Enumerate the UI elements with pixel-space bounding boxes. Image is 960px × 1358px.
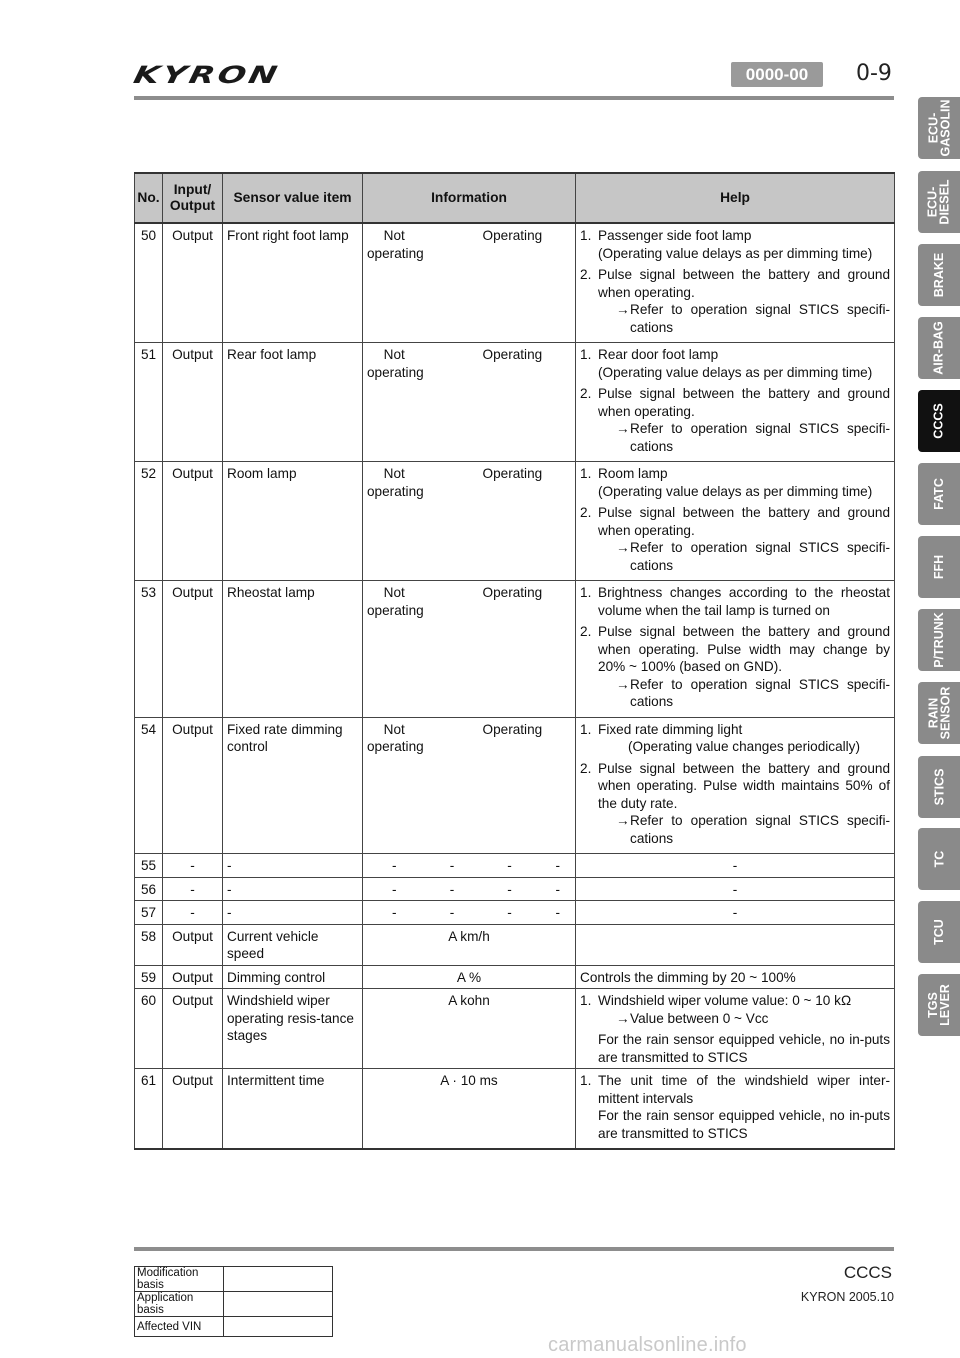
help-list	[580, 227, 890, 336]
help-list	[580, 584, 890, 711]
cell-io: Output	[163, 1069, 223, 1150]
cell-item: Rear foot lamp	[223, 343, 363, 462]
help-item-text: Rear door foot lamp	[598, 347, 719, 362]
cell-c: Operating	[479, 462, 541, 581]
cell-item: -	[223, 901, 363, 925]
cell-a: Not operating	[363, 581, 426, 718]
help-item-number: 2.	[580, 624, 592, 639]
cell-no: 57	[135, 901, 163, 925]
table-row	[135, 989, 895, 1069]
help-item-subtext: (Operating value delays as per dimming time)	[598, 483, 873, 499]
side-tab-ecu-diesel[interactable]	[918, 171, 960, 233]
cell-info: A · 10 ms	[363, 1069, 576, 1150]
help-item-subtext: (Operating value delays as per dimming time)	[598, 245, 873, 261]
help-item-text: The unit time of the windshield wiper inter-mittent intervals	[598, 1073, 891, 1106]
header-rule	[134, 96, 894, 100]
cell-no: 53	[135, 581, 163, 718]
table-row	[135, 462, 895, 581]
header-io: Input/ Output	[163, 173, 223, 223]
cell-c: Operating	[479, 717, 541, 854]
help-arrow-text: Refer to operation signal STICS specifi-cations	[630, 302, 891, 335]
cell-b: -	[426, 877, 479, 901]
table-row	[135, 854, 895, 878]
brand-logo: KYRON	[131, 60, 283, 89]
help-item-text: Windshield wiper volume value: 0 ~ 10 kΩ	[598, 993, 852, 1008]
cell-help	[576, 462, 895, 581]
revision-value	[224, 1317, 333, 1337]
revision-table	[134, 1266, 333, 1337]
revision-label: Affected VIN	[135, 1317, 224, 1337]
cell-a: Not operating	[363, 223, 426, 343]
cell-item: Fixed rate dimming control	[223, 717, 363, 854]
help-item	[580, 584, 890, 619]
revision-value	[224, 1292, 333, 1317]
side-tab-ffh[interactable]	[918, 536, 960, 598]
cell-c: Operating	[479, 581, 541, 718]
help-arrow-note	[612, 1010, 890, 1028]
side-tab-ecu-gasolin[interactable]	[918, 97, 960, 159]
revision-row	[135, 1317, 333, 1337]
side-tab-label: ECU- DIESEL	[926, 179, 952, 225]
cell-item: -	[223, 854, 363, 878]
help-arrow-note	[612, 539, 890, 574]
cell-b	[426, 462, 479, 581]
help-item-number: 1.	[580, 347, 592, 362]
cell-item: Room lamp	[223, 462, 363, 581]
help-list	[580, 1072, 890, 1142]
cell-info: A %	[363, 965, 576, 989]
help-arrow-text: Refer to operation signal STICS specifi-cations	[630, 540, 891, 573]
header-info: Information	[363, 173, 576, 223]
side-tab-label: FATC	[932, 478, 946, 510]
help-item-number: 1.	[580, 721, 592, 737]
cell-d	[541, 717, 576, 854]
side-tab-p-trunk[interactable]	[918, 609, 960, 671]
cell-help	[576, 581, 895, 718]
side-tab-label: STICS	[932, 768, 946, 806]
watermark: carmanualsonline.info	[548, 1334, 747, 1356]
cell-help	[576, 343, 895, 462]
cell-d	[541, 581, 576, 718]
cell-io: -	[163, 877, 223, 901]
table-header-row	[135, 173, 895, 223]
help-list	[580, 721, 890, 848]
help-item	[580, 992, 890, 1027]
cell-no: 60	[135, 989, 163, 1069]
right-arrow-icon: →	[616, 540, 630, 555]
cell-help: -	[576, 901, 895, 925]
cell-io: -	[163, 854, 223, 878]
table-row	[135, 965, 895, 989]
cell-d	[541, 462, 576, 581]
side-tab-tgs-lever[interactable]	[918, 974, 960, 1036]
table-row	[135, 717, 895, 854]
side-tab-label: AIR-BAG	[932, 321, 946, 375]
help-item-text: Passenger side foot lamp	[598, 228, 752, 243]
help-item-text: Pulse signal between the battery and ground when operating.	[598, 267, 891, 300]
cell-d: -	[541, 854, 576, 878]
cell-no: 50	[135, 223, 163, 343]
help-item	[580, 504, 890, 574]
cell-io: Output	[163, 343, 223, 462]
help-arrow-note	[612, 301, 890, 336]
right-arrow-icon: →	[616, 676, 630, 692]
side-tab-cccs[interactable]	[918, 390, 960, 452]
side-tab-tcu[interactable]	[918, 901, 960, 963]
cell-c: Operating	[479, 223, 541, 343]
help-arrow-note	[612, 812, 890, 847]
table-row	[135, 924, 895, 965]
side-tab-label: TGS LEVER	[926, 984, 952, 1026]
right-arrow-icon: →	[616, 302, 630, 317]
table-row	[135, 1069, 895, 1150]
cell-help: -	[576, 877, 895, 901]
cell-c: -	[479, 854, 541, 878]
help-item-subtext: (Operating value changes periodically)	[628, 739, 860, 754]
cell-item: Rheostat lamp	[223, 581, 363, 718]
revision-row	[135, 1267, 333, 1292]
cell-b	[426, 581, 479, 718]
cell-no: 55	[135, 854, 163, 878]
footer-section-name: CCCS	[843, 1263, 892, 1282]
cell-no: 59	[135, 965, 163, 989]
cell-a: Not operating	[363, 717, 426, 854]
help-item-number: 2.	[580, 267, 592, 282]
cell-help	[576, 924, 895, 965]
right-arrow-icon: →	[616, 1010, 630, 1026]
right-arrow-icon: →	[616, 421, 630, 436]
side-tab-label: TC	[931, 850, 946, 868]
cell-io: Output	[163, 223, 223, 343]
footer-model-date: KYRON 2005.10	[800, 1290, 894, 1304]
cell-b	[426, 717, 479, 854]
side-tab-stics[interactable]	[918, 756, 960, 818]
help-list	[580, 346, 890, 455]
side-tab-label: TCU	[931, 919, 946, 945]
cell-help	[576, 717, 895, 854]
cell-a: Not operating	[363, 462, 426, 581]
cell-c: -	[479, 901, 541, 925]
revision-label: Modification basis	[135, 1267, 224, 1292]
help-item-number: 1.	[580, 1073, 592, 1088]
help-arrow-text: Refer to operation signal STICS specifi-cations	[630, 813, 891, 846]
sensor-value-table	[134, 172, 895, 1150]
cell-help: -	[576, 854, 895, 878]
footer-rule	[134, 1247, 894, 1251]
table-row	[135, 223, 895, 343]
header-item: Sensor value item	[223, 173, 363, 223]
cell-a: Not operating	[363, 343, 426, 462]
right-arrow-icon: →	[616, 813, 630, 828]
cell-d: -	[541, 877, 576, 901]
cell-help: Controls the dimming by 20 ~ 100%	[576, 965, 895, 989]
cell-a: -	[363, 901, 426, 925]
help-arrow-note	[612, 420, 890, 455]
help-item-number: 2.	[580, 760, 592, 776]
cell-item: Intermittent time	[223, 1069, 363, 1150]
help-item-text: Room lamp	[598, 466, 668, 481]
help-item-text: Fixed rate dimming light	[598, 721, 743, 737]
cell-help	[576, 989, 895, 1069]
cell-c: Operating	[479, 343, 541, 462]
help-arrow-text: Refer to operation signal STICS specifi-cations	[630, 421, 891, 454]
cell-a: -	[363, 854, 426, 878]
side-tab-label: CCCS	[931, 403, 946, 439]
help-item-number: 2.	[580, 386, 592, 401]
cell-io: Output	[163, 989, 223, 1069]
help-list	[580, 465, 890, 574]
cell-info: A kohn	[363, 989, 576, 1069]
help-list	[580, 992, 890, 1027]
help-item-text: Pulse signal between the battery and ground when operating. Pulse width maintains 50% of the duty rate.	[598, 760, 891, 811]
help-item-subtext: (Operating value delays as per dimming time)	[598, 364, 873, 380]
cell-d	[541, 343, 576, 462]
help-arrow-text: Refer to operation signal STICS specifi-cations	[630, 676, 891, 709]
help-item-text: Pulse signal between the battery and ground when operating.	[598, 505, 891, 538]
revision-label: Application basis	[135, 1292, 224, 1317]
help-item	[580, 1072, 890, 1142]
cell-no: 52	[135, 462, 163, 581]
cell-c: -	[479, 877, 541, 901]
cell-no: 56	[135, 877, 163, 901]
help-item-number: 2.	[580, 505, 592, 520]
page-number: 0-9	[856, 61, 892, 86]
help-arrow-note	[612, 676, 890, 711]
cell-d: -	[541, 901, 576, 925]
cell-no: 58	[135, 924, 163, 965]
cell-b: -	[426, 901, 479, 925]
cell-no: 61	[135, 1069, 163, 1150]
help-item-text: Pulse signal between the battery and ground when operating. Pulse width may change by 20% ~ 100% (based on GND).	[598, 624, 891, 674]
help-item-number: 1.	[580, 466, 592, 481]
help-item-subtext: For the rain sensor equipped vehicle, no in-puts are transmitted to STICS	[598, 1108, 891, 1141]
help-item	[580, 721, 890, 756]
cell-help	[576, 223, 895, 343]
header-help: Help	[576, 173, 895, 223]
cell-io: Output	[163, 924, 223, 965]
help-item	[580, 227, 890, 262]
side-tab-air-bag[interactable]	[918, 317, 960, 379]
help-item-text: Brightness changes according to the rheostat volume when the tail lamp is turned on	[598, 585, 891, 618]
cell-item: Windshield wiper operating resis-tance stages	[223, 989, 363, 1069]
help-item	[580, 623, 890, 711]
side-tab-tc[interactable]	[918, 828, 960, 890]
table-row	[135, 581, 895, 718]
side-tab-fatc[interactable]	[918, 463, 960, 525]
cell-no: 51	[135, 343, 163, 462]
table-row	[135, 877, 895, 901]
revision-value	[224, 1267, 333, 1292]
cell-b	[426, 343, 479, 462]
side-tab-label: RAIN SENSOR	[926, 686, 953, 740]
table-row	[135, 901, 895, 925]
cell-io: Output	[163, 965, 223, 989]
cell-item: -	[223, 877, 363, 901]
help-item-text: Pulse signal between the battery and ground when operating.	[598, 386, 891, 419]
cell-b: -	[426, 854, 479, 878]
cell-io: -	[163, 901, 223, 925]
revision-row	[135, 1292, 333, 1317]
side-tab-rain-sensor[interactable]	[918, 682, 960, 744]
table-row	[135, 343, 895, 462]
help-item-number: 1.	[580, 228, 592, 243]
help-arrow-text: Value between 0 ~ Vcc	[630, 1010, 769, 1026]
cell-item: Current vehicle speed	[223, 924, 363, 965]
help-item-number: 1.	[580, 993, 592, 1008]
help-item-number: 1.	[580, 585, 592, 600]
cell-item: Front right foot lamp	[223, 223, 363, 343]
cell-d	[541, 223, 576, 343]
cell-io: Output	[163, 581, 223, 718]
side-tab-label: FFH	[932, 554, 946, 580]
cell-help	[576, 1069, 895, 1150]
cell-io: Output	[163, 462, 223, 581]
cell-item: Dimming control	[223, 965, 363, 989]
side-tab-label: BRAKE	[932, 252, 947, 298]
help-item	[580, 465, 890, 500]
cell-no: 54	[135, 717, 163, 854]
help-item	[580, 346, 890, 381]
help-item	[580, 760, 890, 848]
help-item	[580, 385, 890, 455]
header-no: No.	[135, 173, 163, 223]
cell-io: Output	[163, 717, 223, 854]
cell-info: A km/h	[363, 924, 576, 965]
help-item	[580, 266, 890, 336]
side-tab-label: P/TRUNK	[932, 612, 946, 668]
side-tab-label: ECU- GASOLIN	[926, 99, 953, 157]
section-code-badge: 0000-00	[731, 62, 823, 87]
cell-a: -	[363, 877, 426, 901]
side-tab-brake[interactable]	[918, 244, 960, 306]
help-note: For the rain sensor equipped vehicle, no in-puts are transmitted to STICS	[598, 1032, 891, 1065]
cell-b	[426, 223, 479, 343]
